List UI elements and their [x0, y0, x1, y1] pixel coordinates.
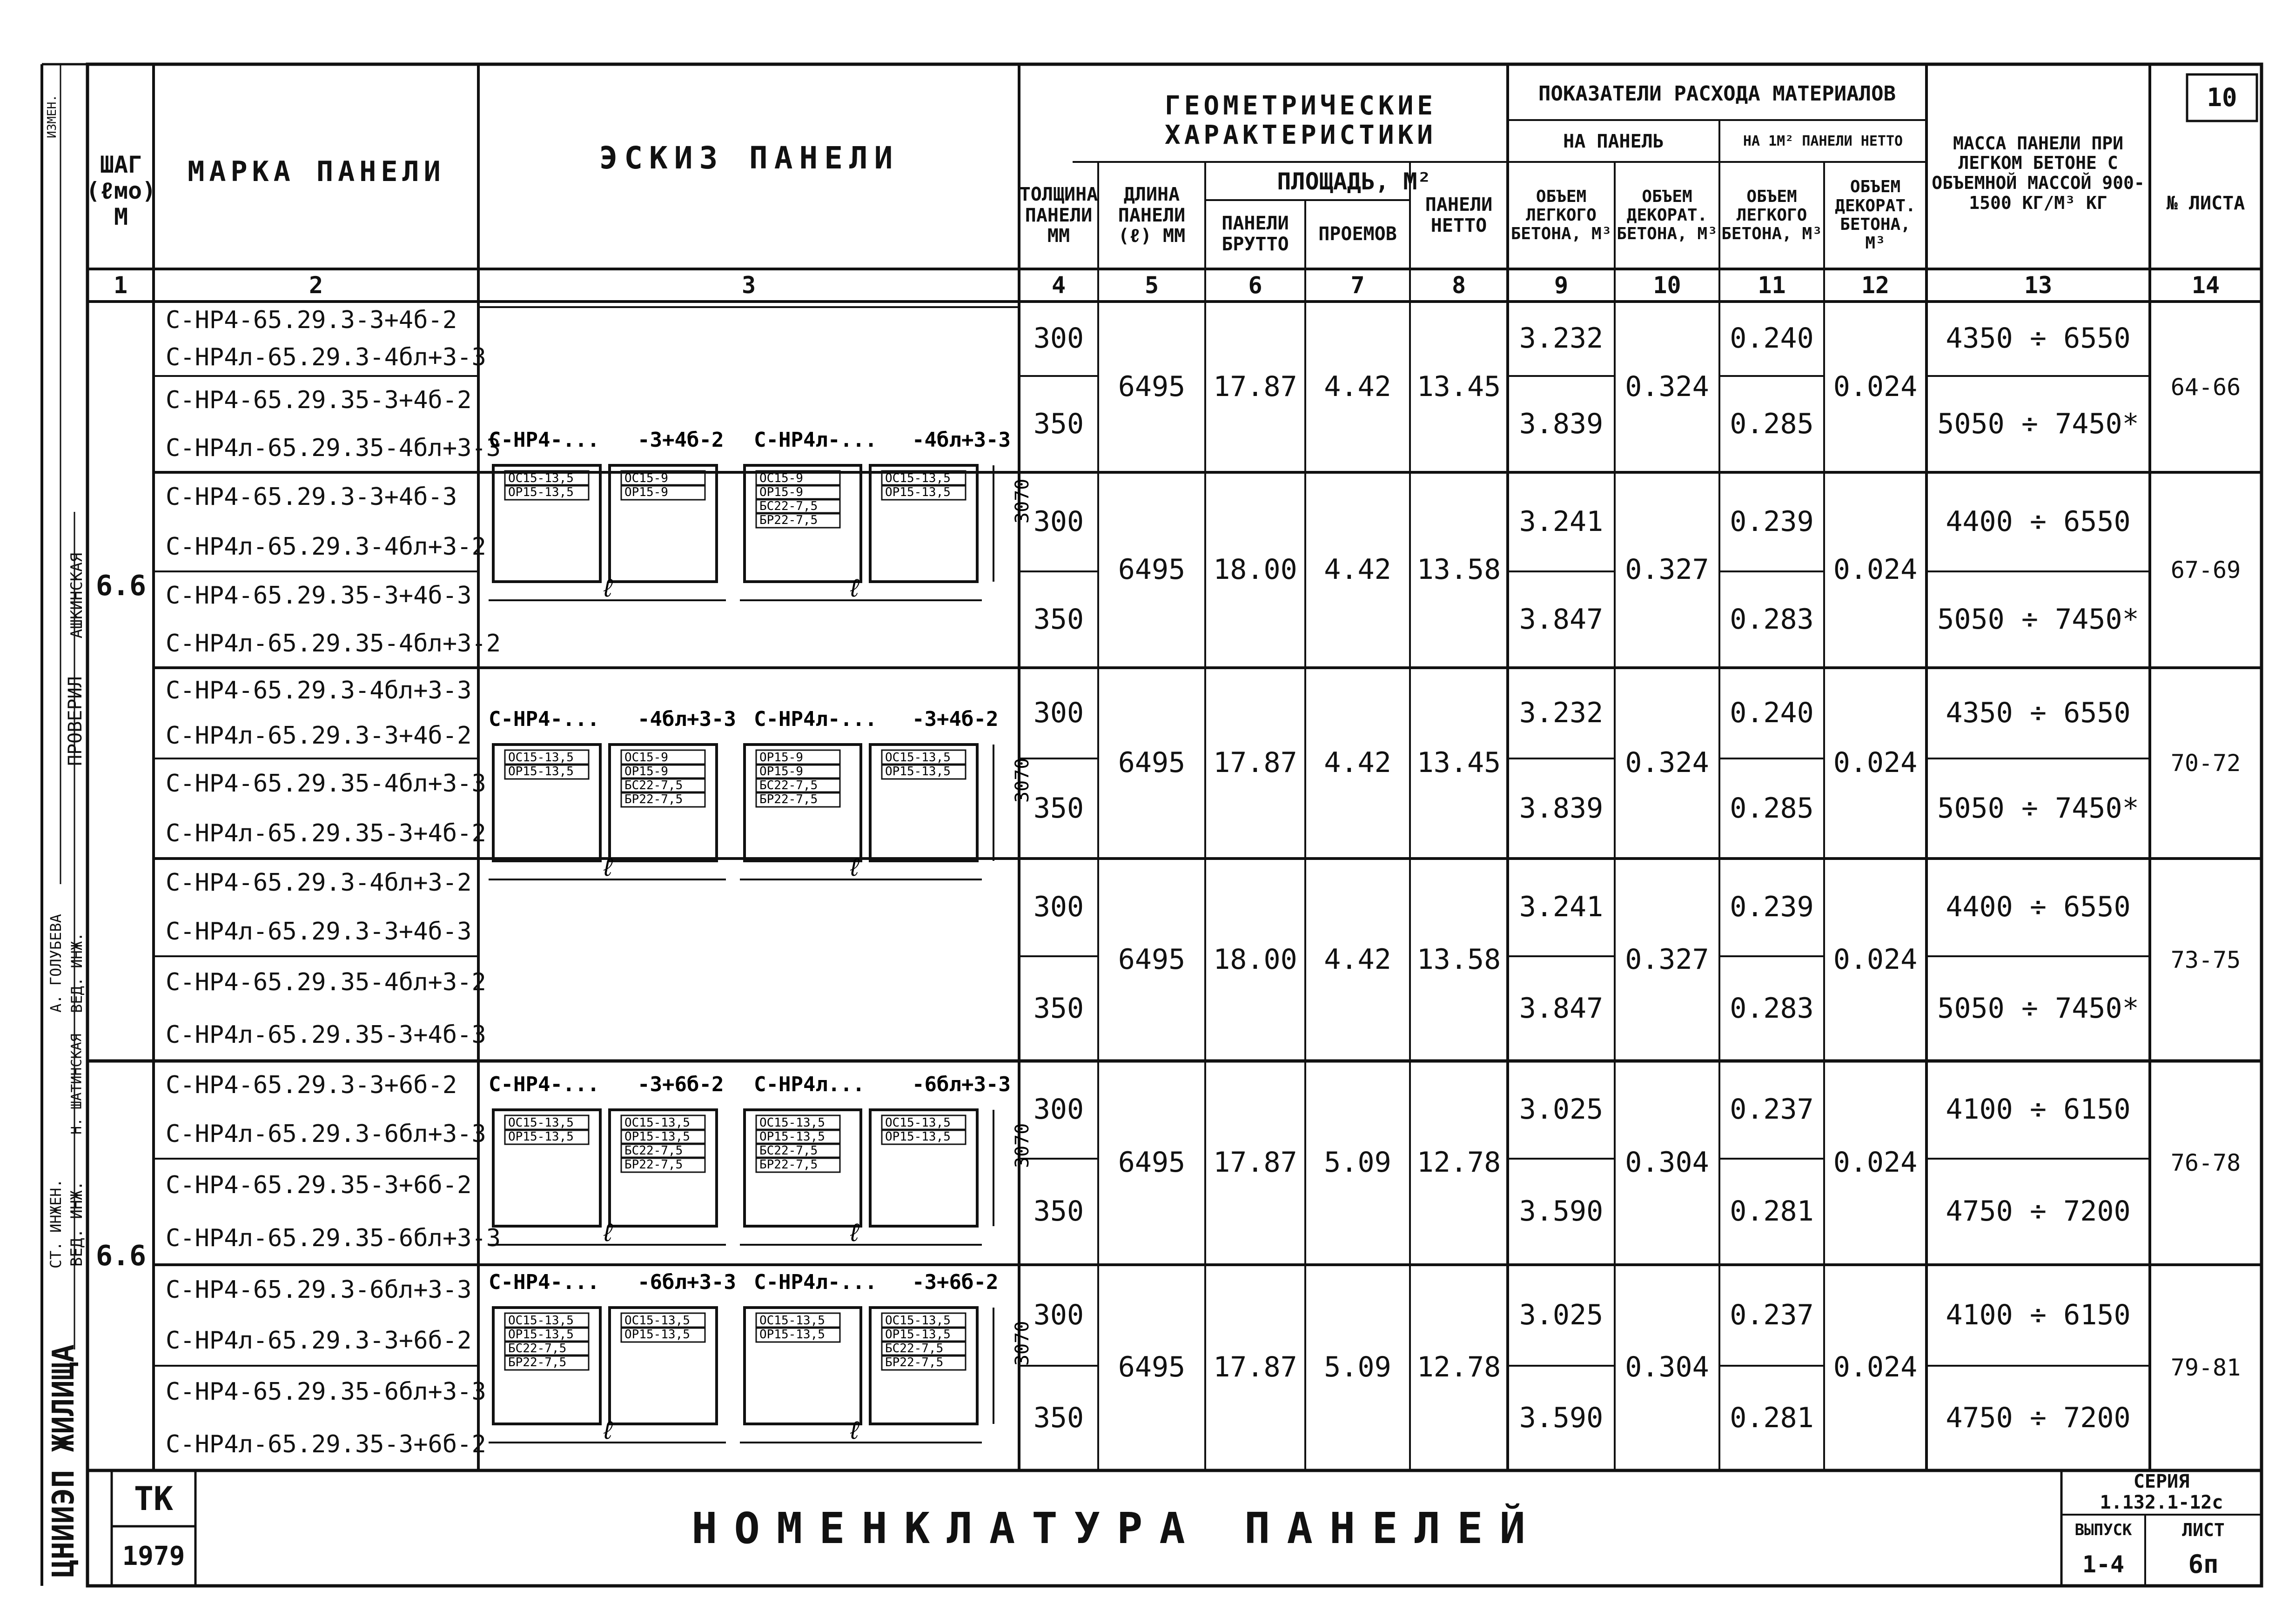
volume-light-m2-value: 0.281	[1730, 1195, 1814, 1228]
column-number: 14	[2191, 272, 2220, 299]
opening-label: БС22-7,5	[624, 778, 683, 792]
opening-label: ОС15-13,5	[508, 1314, 574, 1328]
volume-decor-value: 0.324	[1625, 370, 1709, 403]
stamp-role-1: ВЕД. ИНЖ.	[67, 1181, 86, 1267]
footer-tk: ТК	[134, 1479, 174, 1518]
panel-mark: С-НР4л-65.29.3-3+4б-2	[166, 722, 472, 750]
opening-label: ОР15-13,5	[508, 485, 574, 499]
opening-label: ОР15-9	[624, 485, 668, 499]
panel-mark: С-НР4-65.29.35-6бл+3-3	[166, 1378, 486, 1406]
area-brutto-value: 17.87	[1213, 1146, 1297, 1179]
volume-decor-value: 0.324	[1625, 746, 1709, 779]
opening-label: БС22-7,5	[759, 499, 818, 513]
volume-light-m2-value: 0.237	[1730, 1093, 1814, 1126]
opening-label: БР22-7,5	[624, 792, 683, 806]
sketch-suffix-right: -3+6б-2	[912, 1270, 999, 1294]
header-brutto: ПАНЕЛИ БРУТТО	[1222, 213, 1289, 255]
volume-light-m2-value: 0.281	[1730, 1401, 1814, 1434]
step-value-2: 6.6	[95, 1240, 147, 1273]
column-number: 9	[1554, 272, 1569, 299]
opening-label: ОС15-13,5	[759, 1314, 825, 1328]
column-number: 3	[741, 272, 756, 299]
header-netto: ПАНЕЛИ НЕТТО	[1425, 194, 1493, 236]
volume-light-m2-value: 0.239	[1730, 891, 1814, 924]
volume-light-value: 3.847	[1519, 992, 1604, 1025]
sketch-suffix-right: -4бл+3-3	[912, 428, 1011, 452]
length-dimension-text: ℓ	[847, 852, 862, 882]
area-netto-value: 13.58	[1416, 553, 1501, 586]
column-number: 7	[1350, 272, 1365, 299]
opening-label: БР22-7,5	[624, 1158, 683, 1172]
panel-mark: С-НР4-65.29.3-3+4б-2	[166, 306, 457, 334]
opening-label: ОС15-13,5	[624, 1116, 690, 1130]
length-value: 6495	[1118, 1351, 1186, 1384]
opening-label: ОР15-13,5	[508, 765, 574, 778]
panel-mark: С-НР4л-65.29.35-4бл+3-3	[166, 434, 501, 463]
opening-label: БС22-7,5	[759, 778, 818, 792]
sketch-title-right: С-НР4л-...	[754, 1270, 877, 1294]
volume-light-value: 3.025	[1519, 1298, 1604, 1331]
volume-light-m2-value: 0.285	[1730, 792, 1814, 825]
panel-mark: С-НР4-65.29.35-4бл+3-3	[166, 769, 486, 798]
length-dimension-text: ℓ	[847, 573, 862, 603]
length-dimension-text: ℓ	[847, 1416, 862, 1445]
panel-mark: С-НР4-65.29.3-6бл+3-3	[166, 1276, 472, 1304]
opening-label: ОР15-13,5	[624, 1328, 690, 1342]
length-dimension-text: ℓ	[600, 1416, 616, 1445]
header-per-panel: НА ПАНЕЛЬ	[1563, 130, 1664, 152]
stamp-role-2: СТ. ИНЖЕН.	[47, 1179, 65, 1269]
length-dimension-text: ℓ	[600, 852, 616, 882]
thickness-value: 350	[1033, 1195, 1084, 1228]
area-netto-value: 13.45	[1416, 746, 1501, 779]
area-brutto-value: 17.87	[1213, 1351, 1297, 1384]
area-brutto-value: 17.87	[1213, 746, 1297, 779]
volume-light-value: 3.025	[1519, 1093, 1604, 1126]
header-vol-decor-m2: ОБЪЕМ ДЕКОРАТ. БЕТОНА, М³	[1835, 177, 1916, 253]
length-value: 6495	[1118, 1146, 1186, 1179]
volume-light-m2-value: 0.283	[1730, 603, 1814, 636]
opening-label: БР22-7,5	[759, 513, 818, 527]
volume-light-m2-value: 0.239	[1730, 505, 1814, 538]
volume-light-m2-value: 0.240	[1730, 322, 1814, 355]
mass-value: 5050 ÷ 7450*	[1937, 603, 2139, 636]
sketch-title-right: С-НР4л-...	[754, 428, 877, 452]
sketch-title-left: С-НР4-...	[489, 428, 600, 452]
column-number: 12	[1861, 272, 1890, 299]
stamp-changes: ИЗМЕН.	[45, 94, 59, 138]
panel-mark: С-НР4-65.29.3-4бл+3-3	[166, 676, 472, 705]
volume-decor-value: 0.327	[1625, 553, 1709, 586]
column-number: 13	[2024, 272, 2053, 299]
thickness-value: 300	[1033, 696, 1084, 729]
sheet-range-value: 67-69	[2170, 557, 2241, 584]
volume-decor-m2-value: 0.024	[1833, 943, 1918, 976]
area-openings-value: 4.42	[1324, 746, 1391, 779]
footer-title: НОМЕНКЛАТУРА ПАНЕЛЕЙ	[691, 1503, 1542, 1554]
header-geometric: ГЕОМЕТРИЧЕСКИЕ ХАРАКТЕРИСТИКИ	[1164, 91, 1436, 150]
area-openings-value: 5.09	[1324, 1351, 1391, 1384]
opening-label: ОР15-13,5	[624, 1130, 690, 1144]
footer-issue: 1-4	[2082, 1551, 2125, 1578]
volume-light-value: 3.839	[1519, 407, 1604, 440]
opening-label: ОР15-9	[759, 765, 803, 778]
opening-label: ОС15-13,5	[885, 471, 951, 485]
volume-light-value: 3.232	[1519, 322, 1604, 355]
footer-issue-label: ВЫПУСК	[2074, 1520, 2132, 1539]
mass-value: 4750 ÷ 7200	[1946, 1401, 2131, 1434]
opening-label: ОР15-9	[624, 765, 668, 778]
opening-label: ОС15-9	[624, 471, 668, 485]
panel-mark: С-НР4л-65.29.35-4бл+3-2	[166, 630, 501, 658]
volume-light-m2-value: 0.240	[1730, 696, 1814, 729]
thickness-value: 350	[1033, 992, 1084, 1025]
opening-label: БС22-7,5	[508, 1342, 567, 1356]
mass-value: 5050 ÷ 7450*	[1937, 407, 2139, 440]
height-dimension-text: 3070	[1012, 1123, 1033, 1168]
sketch-title-left: С-НР4-...	[489, 1270, 600, 1294]
opening-label: БС22-7,5	[624, 1144, 683, 1158]
thickness-value: 300	[1033, 891, 1084, 924]
opening-label: ОС15-9	[759, 471, 803, 485]
volume-light-value: 3.839	[1519, 792, 1604, 825]
panel-mark: С-НР4л-65.29.35-3+4б-3	[166, 1020, 486, 1049]
thickness-value: 300	[1033, 322, 1084, 355]
opening-label: ОР15-13,5	[885, 765, 951, 778]
thickness-value: 350	[1033, 792, 1084, 825]
panel-mark: С-НР4л-65.29.35-3+6б-2	[166, 1430, 486, 1458]
header-sheet-no: № ЛИСТА	[2166, 192, 2245, 214]
length-value: 6495	[1118, 943, 1186, 976]
sketch-suffix-left: -3+4б-2	[638, 428, 724, 452]
volume-decor-m2-value: 0.024	[1833, 1146, 1918, 1179]
stamp-organization: ЦНИИЭП ЖИЛИЩА	[47, 1344, 81, 1578]
sheet-range-value: 73-75	[2170, 946, 2241, 973]
volume-light-m2-value: 0.285	[1730, 407, 1814, 440]
column-number: 11	[1758, 272, 1786, 299]
area-brutto-value: 18.00	[1213, 553, 1297, 586]
area-brutto-value: 17.87	[1213, 370, 1297, 403]
mass-value: 4350 ÷ 6550	[1946, 322, 2131, 355]
sheet-number: 10	[2207, 82, 2237, 112]
header-thickness: ТОЛЩИНА ПАНЕЛИ ММ	[1019, 183, 1098, 247]
opening-label: ОР15-13,5	[885, 1130, 951, 1144]
opening-label: ОР15-13,5	[759, 1328, 825, 1342]
length-value: 6495	[1118, 746, 1186, 779]
mass-value: 4350 ÷ 6550	[1946, 696, 2131, 729]
panel-mark: С-НР4-65.29.35-3+4б-2	[166, 386, 472, 414]
volume-light-value: 3.232	[1519, 696, 1604, 729]
panel-mark: С-НР4л-65.29.3-4бл+3-2	[166, 532, 486, 561]
thickness-value: 350	[1033, 1401, 1084, 1434]
header-length: ДЛИНА ПАНЕЛИ (ℓ) ММ	[1118, 183, 1186, 247]
area-netto-value: 13.45	[1416, 370, 1501, 403]
stamp-check-label: ПРОВЕРИЛ	[65, 676, 86, 766]
sketch-title-right: С-НР4л...	[754, 1073, 865, 1096]
opening-label: ОС15-13,5	[508, 471, 574, 485]
volume-light-value: 3.847	[1519, 603, 1604, 636]
panel-mark: С-НР4л-65.29.35-6бл+3-3	[166, 1224, 501, 1252]
length-dimension-text: ℓ	[600, 1218, 616, 1247]
opening-label: БР22-7,5	[759, 792, 818, 806]
sheet-range-value: 76-78	[2170, 1149, 2241, 1176]
panel-mark: С-НР4л-65.29.35-3+4б-2	[166, 819, 486, 848]
opening-label: ОС15-13,5	[508, 751, 574, 765]
volume-light-m2-value: 0.283	[1730, 992, 1814, 1025]
step-value-1: 6.6	[95, 570, 147, 603]
opening-label: ОР15-13,5	[508, 1130, 574, 1144]
panel-mark: С-НР4-65.29.35-4бл+3-2	[166, 968, 486, 997]
area-netto-value: 12.78	[1416, 1146, 1501, 1179]
thickness-value: 300	[1033, 1093, 1084, 1126]
height-dimension-text: 3070	[1012, 478, 1033, 523]
opening-label: ОС15-13,5	[885, 1314, 951, 1328]
header-vol-light: ОБЪЕМ ЛЕГКОГО БЕТОНА, М³	[1510, 187, 1612, 244]
sheet-range-value: 79-81	[2170, 1354, 2241, 1381]
panel-mark: С-НР4л-65.29.3-4бл+3-3	[166, 343, 486, 371]
sheet-range-value: 64-66	[2170, 373, 2241, 401]
header-step: ШАГ (ℓмо) М	[86, 151, 156, 230]
panel-mark: С-НР4-65.29.3-4бл+3-2	[166, 869, 472, 897]
header-vol-light-m2: ОБЪЕМ ЛЕГКОГО БЕТОНА, М³	[1721, 187, 1822, 244]
opening-label: БС22-7,5	[759, 1144, 818, 1158]
column-number: 5	[1144, 272, 1159, 299]
stamp-role-5: Н. ШАТИНСКАЯ	[68, 1033, 85, 1135]
panel-mark: С-НР4-65.29.35-3+4б-3	[166, 581, 472, 610]
column-number: 6	[1248, 272, 1262, 299]
opening-label: ОС15-13,5	[508, 1116, 574, 1130]
panel-mark: С-НР4л-65.29.3-3+6б-2	[166, 1326, 472, 1355]
opening-label: ОС15-9	[624, 751, 668, 765]
mass-value: 4400 ÷ 6550	[1946, 505, 2131, 538]
header-mass: МАССА ПАНЕЛИ ПРИ ЛЕГКОМ БЕТОНЕ С ОБЪЕМНОЙ МАССОЙ 900-1500 КГ/М³ КГ	[1932, 133, 2145, 213]
volume-light-value: 3.241	[1519, 505, 1604, 538]
opening-label: ОР15-9	[759, 751, 803, 765]
area-openings-value: 4.42	[1324, 553, 1391, 586]
mass-value: 4100 ÷ 6150	[1946, 1298, 2131, 1331]
panel-mark: С-НР4-65.29.3-3+4б-3	[166, 483, 457, 511]
volume-decor-m2-value: 0.024	[1833, 370, 1918, 403]
panel-mark: С-НР4л-65.29.3-3+4б-3	[166, 918, 472, 946]
header-vol-decor: ОБЪЕМ ДЕКОРАТ. БЕТОНА, М³	[1617, 187, 1718, 244]
opening-label: ОС15-13,5	[885, 1116, 951, 1130]
volume-light-m2-value: 0.237	[1730, 1298, 1814, 1331]
length-dimension-text: ℓ	[600, 573, 616, 603]
footer-sheet: 6п	[2188, 1549, 2219, 1579]
header-per-m2: НА 1М² ПАНЕЛИ НЕТТО	[1743, 133, 1903, 150]
volume-light-value: 3.590	[1519, 1401, 1604, 1434]
header-mark: МАРКА ПАНЕЛИ	[188, 155, 445, 188]
panel-mark: С-НР4л-65.29.3-6бл+3-3	[166, 1120, 486, 1148]
stamp-role-3: ВЕД. ИНЖ.	[68, 932, 86, 1013]
area-openings-value: 5.09	[1324, 1146, 1391, 1179]
panel-mark: С-НР4-65.29.3-3+6б-2	[166, 1071, 457, 1100]
height-dimension-text: 3070	[1012, 758, 1033, 803]
footer-series-label: СЕРИЯ	[2133, 1470, 2190, 1492]
volume-decor-m2-value: 0.024	[1833, 1351, 1918, 1384]
thickness-value: 350	[1033, 407, 1084, 440]
opening-label: БР22-7,5	[759, 1158, 818, 1172]
opening-label: ОР15-13,5	[885, 485, 951, 499]
height-dimension-text: 3070	[1012, 1321, 1033, 1366]
sketch-title-left: С-НР4-...	[489, 1073, 600, 1096]
volume-decor-m2-value: 0.024	[1833, 553, 1918, 586]
header-openings: ПРОЕМОВ	[1318, 223, 1397, 245]
header-materials: ПОКАЗАТЕЛИ РАСХОДА МАТЕРИАЛОВ	[1538, 82, 1896, 106]
panel-mark: С-НР4-65.29.35-3+6б-2	[166, 1171, 472, 1199]
area-openings-value: 4.42	[1324, 370, 1391, 403]
mass-value: 5050 ÷ 7450*	[1937, 792, 2139, 825]
sketch-suffix-right: -3+4б-2	[912, 707, 999, 731]
volume-decor-value: 0.304	[1625, 1351, 1709, 1384]
header-area: ПЛОЩАДЬ, М²	[1277, 168, 1431, 195]
mass-value: 4750 ÷ 7200	[1946, 1195, 2131, 1228]
opening-label: ОР15-13,5	[508, 1328, 574, 1342]
sketch-suffix-left: -6бл+3-3	[638, 1270, 736, 1294]
opening-label: ОС15-13,5	[885, 751, 951, 765]
footer-sheet-label: ЛИСТ	[2182, 1519, 2225, 1540]
opening-label: ОР15-13,5	[759, 1130, 825, 1144]
length-dimension-text: ℓ	[847, 1218, 862, 1247]
length-value: 6495	[1118, 553, 1186, 586]
footer-year: 1979	[122, 1541, 185, 1571]
opening-label: ОС15-13,5	[624, 1314, 690, 1328]
stamp-role-4: А. ГОЛУБЕВА	[47, 914, 65, 1013]
opening-label: ОР15-9	[759, 485, 803, 499]
opening-label: БР22-7,5	[885, 1356, 944, 1369]
footer-series: 1.132.1-12с	[2100, 1491, 2223, 1513]
thickness-value: 300	[1033, 505, 1084, 538]
column-number: 10	[1653, 272, 1681, 299]
opening-label: ОР15-13,5	[885, 1328, 951, 1342]
sketch-suffix-left: -4бл+3-3	[638, 707, 736, 731]
length-value: 6495	[1118, 370, 1186, 403]
sketch-suffix-left: -3+6б-2	[638, 1073, 724, 1096]
sketch-suffix-right: -6бл+3-3	[912, 1073, 1011, 1096]
header-sketch: ЭСКИЗ ПАНЕЛИ	[599, 140, 899, 176]
volume-light-value: 3.241	[1519, 891, 1604, 924]
area-brutto-value: 18.00	[1213, 943, 1297, 976]
thickness-value: 350	[1033, 603, 1084, 636]
column-number: 2	[309, 272, 323, 299]
area-netto-value: 13.58	[1416, 943, 1501, 976]
column-number: 8	[1451, 272, 1466, 299]
volume-decor-value: 0.304	[1625, 1146, 1709, 1179]
opening-label: БР22-7,5	[508, 1356, 567, 1369]
stamp-role-6: АШКИНСКАЯ	[67, 552, 86, 639]
area-openings-value: 4.42	[1324, 943, 1391, 976]
mass-value: 4100 ÷ 6150	[1946, 1093, 2131, 1126]
volume-light-value: 3.590	[1519, 1195, 1604, 1228]
column-number: 4	[1051, 272, 1066, 299]
area-netto-value: 12.78	[1416, 1351, 1501, 1384]
sheet-range-value: 70-72	[2170, 750, 2241, 777]
thickness-value: 300	[1033, 1298, 1084, 1331]
mass-value: 4400 ÷ 6550	[1946, 891, 2131, 924]
sketch-title-right: С-НР4л-...	[754, 707, 877, 731]
opening-label: ОС15-13,5	[759, 1116, 825, 1130]
volume-decor-value: 0.327	[1625, 943, 1709, 976]
mass-value: 5050 ÷ 7450*	[1937, 992, 2139, 1025]
column-number: 1	[113, 272, 128, 299]
opening-label: БС22-7,5	[885, 1342, 944, 1356]
volume-decor-m2-value: 0.024	[1833, 746, 1918, 779]
sketch-title-left: С-НР4-...	[489, 707, 600, 731]
